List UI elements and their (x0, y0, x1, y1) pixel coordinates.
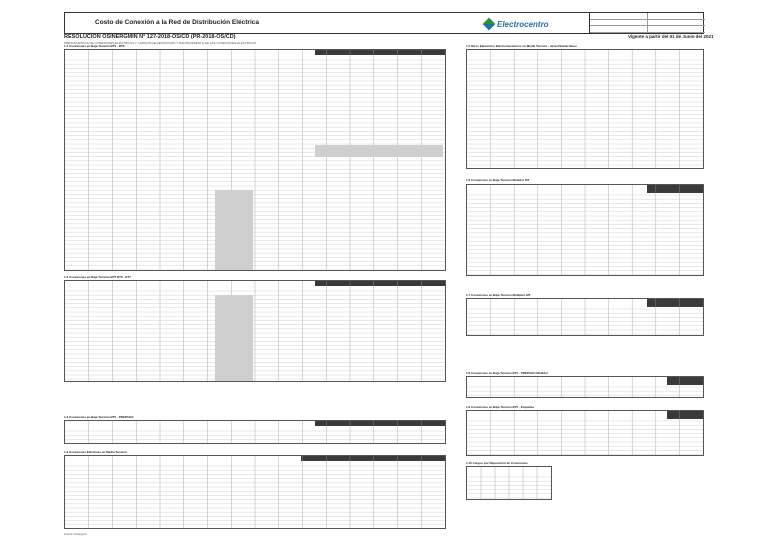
table-grid (467, 467, 551, 499)
table-grid (467, 299, 703, 335)
section-caption: 1.7 Conexiones en Baja Tensión Multiples MT (466, 293, 531, 297)
table-grid (65, 421, 445, 443)
validity-date: Vigente a partir del 01 de Junio del 2021 (628, 34, 714, 39)
section-caption: 1.1 Conexiones en Baja Tensión BT5 - BT6 (64, 44, 125, 48)
subtitle-line: PRESUPUESTOS DE CONEXIONES ELÉCTRICAS Y CARGOS DE REPOSICIÓN Y MANTENIMIENTO DE LAS CONEXIONES ELÉCTRICAS (64, 41, 257, 45)
footer-note: Fuente: Osinergmin (64, 533, 87, 536)
section-media-tension (64, 455, 446, 529)
section-caption: 1.5 Otros Elementos Electromecánicos en Media Tensión - Aéreo/Subterráneo (466, 44, 577, 48)
shaded-area (215, 190, 253, 270)
section-empalme (466, 410, 704, 456)
section-caption: 1.8 Conexiones en Baja Tensión BT5 - PREPAGO Medidor (466, 371, 549, 375)
table-grid (467, 50, 703, 168)
brand-name: Electrocentro (497, 19, 549, 29)
section-multiples-mt (466, 298, 704, 336)
section-prepago (64, 420, 446, 444)
brand-logo (483, 17, 573, 31)
section-otros-elementos (466, 49, 704, 169)
section-caption: 1.6 Conexiones en Baja Tensión Medidor MT (466, 178, 530, 182)
section-prepago-medidor (466, 376, 704, 398)
section-caption: 1.9 Conexiones en Baja Tensión BT5 - Empalme (466, 405, 535, 409)
resolution-line: RESOLUCIÓN OSINERGMIN N° 127-2018-OS/CD (PR-2018-OS/CD) (64, 34, 236, 40)
brand-mark-icon (483, 18, 496, 31)
section-bt5-bt7 (64, 280, 446, 382)
section-caption: 1.2 Conexiones en Baja Tensión BT5 BT6 - BT7 (64, 275, 131, 279)
table-grid (467, 377, 703, 397)
header-meta-box (589, 13, 705, 33)
section-bt5-bt6 (64, 49, 446, 271)
section-caption: 1.10 Cargos por Reposición de Conexiones (466, 461, 528, 465)
table-grid (65, 50, 445, 270)
table-grid (65, 456, 445, 528)
section-reposicion (466, 466, 552, 500)
section-medidor-mt (466, 184, 704, 276)
table-grid (65, 281, 445, 381)
section-caption: 1.3 Conexiones en Baja Tensión BT5 - PREPAGO (64, 415, 134, 419)
shaded-area (215, 295, 253, 381)
document-header (64, 12, 704, 34)
table-grid (467, 411, 703, 455)
section-caption: 1.4 Conexiones Eléctricas en Media Tensión (64, 450, 127, 454)
table-grid (467, 185, 703, 275)
shaded-area (315, 145, 443, 157)
document-title: Costo de Conexión a la Red de Distribución Eléctrica (95, 19, 259, 26)
